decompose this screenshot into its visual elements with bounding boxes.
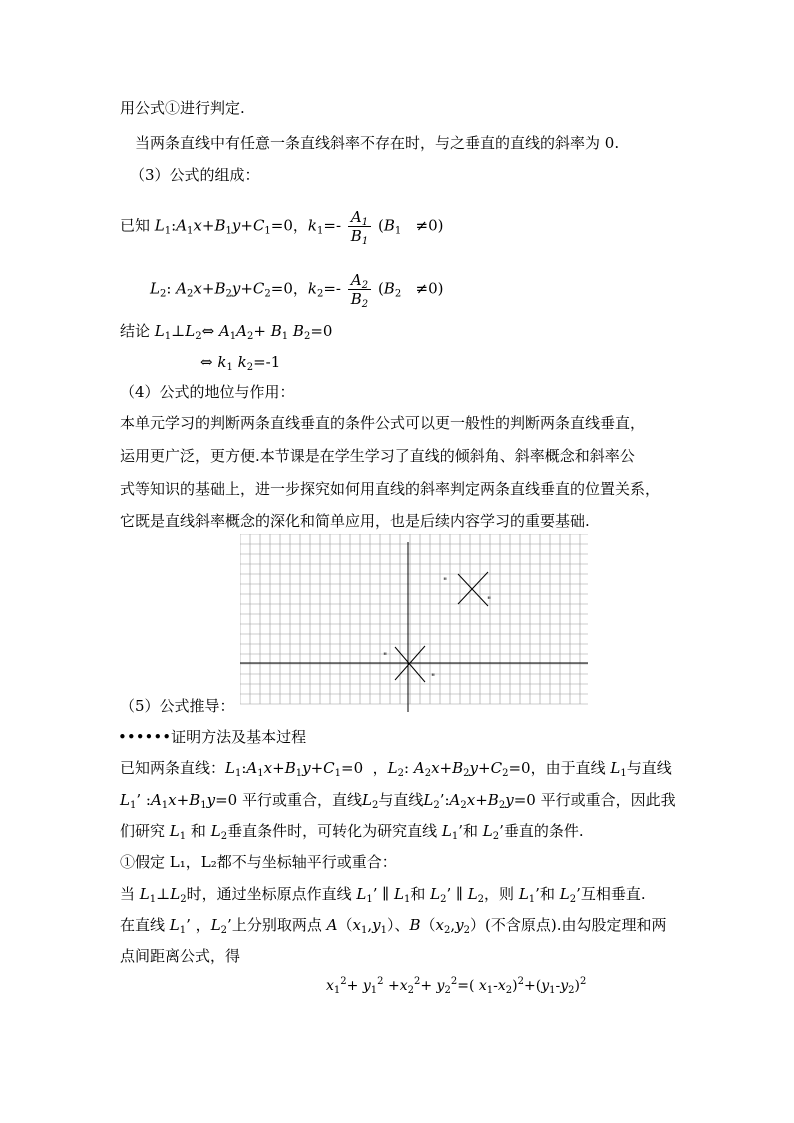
section-4-heading: （4）公式的地位与作用： [120, 383, 295, 401]
graph-mark-3: " [383, 652, 388, 662]
parallel-row: $L_1$’ $:A_1x+B_1y=0$ 平行或重合，直线$L_2$与直线$L_2’:A_2x+B_2y=0$ 平行或重合，因此我 [120, 791, 676, 811]
line-l1 [458, 574, 488, 606]
fraction-a1-b1: $\frac{A_1}{B_1}$ [348, 208, 371, 245]
formula-l2: $L_2$: $A_2x+B_2y+C_2=0$，$k_2=-$ $\frac{A_2}{B_2}$ ($B_2$ ≠0) [150, 271, 444, 310]
given-lines-row: 已知两条直线：$L_1:A_1x+B_1y+C_1=0$ ，$L_2$: $A_2x+B_2y+C_2=0$，由于直线 $L_1$与直线 [120, 759, 672, 779]
graph-mark-1: " [443, 577, 448, 587]
proof-method-heading: ••••••证明方法及基本过程 [118, 728, 307, 746]
coordinate-grid-figure [240, 534, 590, 712]
distance-formula-intro: 点间距离公式，得 [120, 947, 241, 965]
origin-lines-row: 当 $L_1\perp L_2$时，通过坐标原点作直线 $L_1$’ ∥ $L_1$和 $L_2$’ ∥ $L_2$，则 $L_1$’和 $L_2$’互相垂直. [120, 885, 646, 905]
text-line-2: 当两条直线中有任意一条直线斜率不存在时，与之垂直的直线的斜率为 0. [135, 134, 620, 152]
points-row: 在直线 $L_1$’ ，$L_2$’上分别取两点 $A(x_1,y_1)$、$B(x_2,y_2)$(不含原点).由勾股定理和两 [120, 916, 667, 936]
text-line-1: 用公式①进行判定. [120, 99, 245, 117]
section-5-heading: （5）公式推导： [120, 697, 235, 715]
grid-lines [240, 534, 588, 704]
assumption-row: ①假定 L₁，L₂都不与坐标轴平行或重合： [120, 853, 397, 871]
paragraph-line-4: 它既是直线斜率概念的深化和简单应用，也是后续内容学习的重要基础. [120, 512, 590, 530]
graph-mark-2: " [487, 596, 492, 606]
graph-mark-4: " [431, 673, 436, 683]
fraction-a2-b2: $\frac{A_2}{B_2}$ [348, 271, 371, 308]
paragraph-line-3: 式等知识的基础上，进一步探究如何用直线的斜率判定两条直线垂直的位置关系， [120, 480, 661, 498]
pythagorean-equation: $x_1^2+ y_1^2 +x_2^2+ y_2^2=$( $x_1-x_2)^2+(y_1-y_2)^2$ [326, 976, 587, 996]
research-row: 们研究 $L_1$ 和 $L_2$垂直条件时，可转化为研究直线 $L_1$’和 $L_2$’垂直的条件. [120, 822, 584, 842]
given-label: 已知 [120, 216, 151, 235]
conclusion-line-2: ⇔ $k_1$ $k_2=-1$ [200, 353, 281, 373]
section-3-heading: （3）公式的组成： [130, 166, 260, 184]
conclusion-line: 结论 $L_1\perp L_2\Leftrightarrow$ $A_1A_2+ B_1$ $B_2=0$ [120, 322, 333, 342]
line-l2 [458, 572, 488, 604]
paragraph-line-2: 运用更广泛，更方便.本节课是在学生学习了直线的倾斜角、斜率概念和斜率公 [120, 447, 635, 465]
formula-l1: 已知 $L_1:A_1x+B_1y+C_1=0$，$k_1=-$ $\frac{A_1}{B_1}$ ($B_1$ ≠0) [120, 208, 444, 247]
paragraph-line-1: 本单元学习的判断两条直线垂直的条件公式可以更一般性的判断两条直线垂直， [120, 414, 646, 432]
